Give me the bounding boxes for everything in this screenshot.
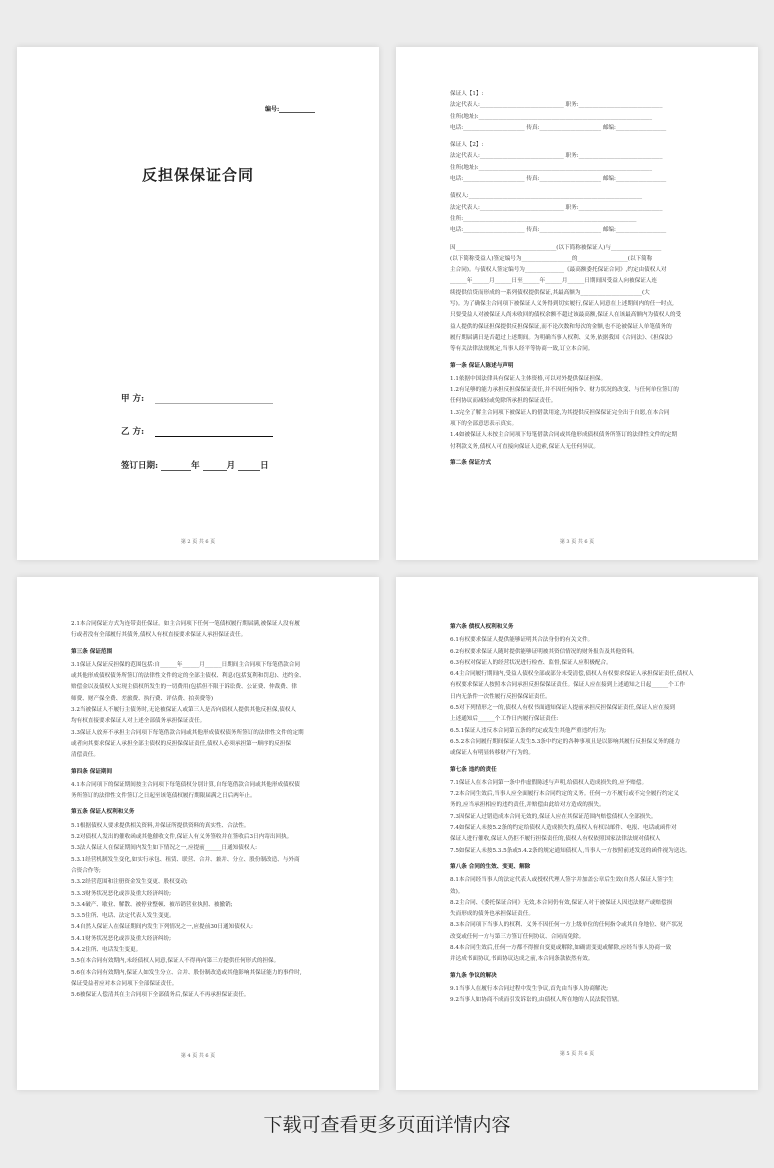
text-line: 改变或任何一方与第三方签订任何协议、合同而免除。	[450, 933, 585, 940]
text-line: 3.1保证人保证反担保的范围包括:自______年______月______日期间主合同项下每笔借款合同	[71, 661, 300, 668]
text-line: 保证人进行催收,保证人仍拒不履行担保责任的,债权人有权依照国家法律法规对债权人	[450, 836, 661, 843]
text-line: 8.1本合同经当事人的法定代表人或授权代理人签字并加盖公章后生效(自然人保证人签字生	[450, 877, 674, 884]
text-line: 益人提供的保证担保提供反担保保证,而不论次数和每次的金额,也不论被保证人单笔债务的	[450, 323, 672, 330]
text-line: 5.3.3财务状况恶化或涉及重大经济纠纷;	[71, 890, 172, 897]
text-line: 效)。	[450, 888, 464, 895]
text-line: 行或者没有全部履行其债务,债权人有权直接要求保证人承担保证责任。	[71, 632, 247, 639]
text-line: 5.6在本合同有效期内,保证人如发生分立、合并、股份制改造或其他影响其保证能力的事件时,	[71, 969, 302, 976]
text-line: 5.2对债权人发出的催收函或其他催收文件,保证人有义务签收并在签收后3日内寄出回执。	[71, 834, 293, 841]
contract-number-line	[279, 104, 315, 113]
text-line: 续提供信贷而形成的一系列债权提供保证,其最高额为______________________(大	[450, 289, 650, 296]
text-line: 电话:______________________ 传真:______________________ 邮编:__________________	[450, 124, 667, 131]
text-line: 5.3.1经营机制发生变化,如实行承包、租赁、联营、合并、兼并、分立、股份制改造、与外商	[71, 856, 300, 863]
document-title: 反担保保证合同	[142, 166, 255, 184]
party-b-line	[155, 428, 273, 437]
page-body	[71, 619, 327, 1002]
text-line: 6.4主合同履行期间内,受益人债权全部或部分未受清偿,债权人有权要求保证人承担保证责任,债权人	[450, 671, 694, 678]
contract-number-field	[265, 104, 315, 113]
section-heading: 第三条 保证范围	[71, 648, 113, 655]
year-line	[161, 462, 191, 471]
page-footer: 第 4 页 共 6 页	[180, 1053, 216, 1059]
text-line: 8.3本合同项下当事人的权利、义务不因任何一方上级单位的任何指令或其自身地位、财产状况	[450, 922, 683, 929]
text-line: 5.4.1财务状况恶化或涉及重大经济纠纷;	[71, 935, 172, 942]
text-line: 9.1当事人在履行本合同过程中发生争议,首先由当事人协商解决;	[450, 985, 608, 992]
text-line: 日内无条件一次性履行反担保保证责任。	[450, 693, 551, 700]
document-page-2	[396, 47, 758, 560]
text-line: 任何协议而减轻或免除所承担的保证责任。	[450, 398, 557, 405]
day-label: 日	[260, 461, 269, 471]
document-page-cover	[17, 47, 379, 560]
text-line: 赔偿金以及债权人实现主债权所发生的一切费用(包括但不限于诉讼费、公证费、仲裁费、律	[71, 684, 297, 691]
text-line: 因____________________________________(以下简称被保证人)与__________________	[450, 244, 662, 251]
text-line: 或者向其要求保证人承担全部主债权的反担保保证责任,债权人必须承担第一顺序的反担保	[71, 740, 291, 747]
download-more-caption: 下载可查看更多页面详情内容	[263, 1114, 511, 1136]
text-line: 6.3有权对保证人的经营状况进行检查、监督,保证人应积极配合。	[450, 659, 612, 666]
page-body	[450, 617, 706, 1007]
text-line: 或其他形成债权债务所签订的法律性文件的定的全部主债权、利息(包括复利和罚息)、违约金、	[71, 673, 305, 680]
text-line: 保证人【1】:	[450, 91, 484, 97]
text-line: 1.4如被保证人未按主合同项下每笔借款合同或其他形成债权债务所签订的法律性文件的定期	[450, 432, 678, 439]
text-line: 5.3.2经营范围和注册资金发生变更、股权变动;	[71, 879, 188, 886]
text-line: 写)。为了确保主合同项下被保证人义务得到切实履行,保证人同意在上述期间内的任一时点,	[450, 301, 674, 308]
text-line: 并达成书面协议,书面协议达成之前,本合同条款依然有效。	[450, 956, 594, 963]
text-line: 电话:______________________ 传真:______________________ 邮编:__________________	[450, 227, 667, 234]
text-line: 债权人:______________________________________________________________	[450, 193, 643, 200]
section-heading: 第五条 保证人权利和义务	[71, 809, 135, 816]
text-line: 合资合作等;	[71, 867, 101, 874]
text-line: 6.1有权要求保证人提供能够证明其合法身份的有关文件。	[450, 637, 594, 644]
text-line: 1.2有足够的能力承担反担保保证责任,并不因任何指令、财力状况的改变、与任何单位签订的	[450, 387, 679, 394]
text-line: (以下简称受益人)签定编号为__________________的__________________(以下简称	[450, 255, 653, 262]
text-line: 住所:______________________________________________________________	[450, 215, 637, 222]
section-heading: 第九条 争议的解决	[450, 972, 497, 979]
section-heading: 第七条 违约的责任	[450, 766, 497, 773]
section-heading: 第八条 合同的生效、变更、解除	[450, 863, 531, 870]
text-line: 主合同)。与债权人签定编号为______________《最高额委托保证合同》,约定由债权人对	[450, 267, 667, 274]
party-a-label: 甲 方:	[121, 394, 145, 404]
text-line: 履行期届满日是否超过上述期间。为明确当事人权利、义务,依据我国《合同法》、《担保法》	[450, 334, 676, 341]
text-line: 6.5.1保证人违反本合同第五条的约定或发生其他严重违约行为;	[450, 727, 606, 734]
text-line: 5.5在本合同有效期内,未经债权人同意,保证人不得再向第三方提供任何形式的担保。	[71, 958, 280, 965]
text-line: 1.3完全了解主合同项下被保证人的借款用途,为其提供反担保保证完全出于自愿,在本合同	[450, 409, 670, 416]
text-line: 项下的全部意思表示真实。	[450, 421, 518, 428]
day-line	[238, 462, 260, 471]
text-line: 上述通知后______个工作日内履行保证责任:	[450, 716, 559, 723]
text-line: 9.2当事人如协商不成而引发诉讼的,由债权人所在地的人民法院管辖。	[450, 997, 623, 1004]
text-line: 6.5对下列情形之一的,债权人有权书面通知保证人提前承担反担保保证责任,保证人应在接到	[450, 705, 676, 712]
month-line	[203, 462, 227, 471]
page-footer: 第 5 页 共 6 页	[559, 1051, 595, 1057]
text-line: 住所(地址):______________________________________________________________	[450, 113, 653, 120]
text-line: 法定代表人:______________________________ 职务:______________________________	[450, 102, 663, 109]
text-line: 均有权直接要求保证人对上述全部债务承担保证责任。	[71, 718, 206, 725]
text-line: 只要受益人对被保证人尚未收回的债权余额不超过该最高额,保证人在该最高额内为债权人的受	[450, 312, 682, 319]
text-line: 务的,应当承担相应的违约责任,并赔偿由此给对方造成的损失。	[450, 802, 605, 809]
text-line: 5.1根据债权人要求提供相关资料,并保证所提供资料的真实性、合法性。	[71, 822, 250, 829]
document-page-4	[396, 577, 758, 1090]
text-line: 法定代表人:______________________________ 职务:______________________________	[450, 153, 663, 160]
party-a-field	[121, 392, 273, 404]
section-heading: 第二条 保证方式	[450, 459, 492, 466]
sign-date-field	[121, 459, 269, 471]
text-line: 5.4.2住所、电话发生变更。	[71, 947, 142, 954]
text-line: 7.4如保证人未按5.2条的约定给债权人造成损失的,债权人有权以邮件、电报、电话或函件对	[450, 825, 677, 832]
page-footer: 第 3 页 共 6 页	[559, 539, 595, 545]
page-footer: 第 2 页 共 6 页	[180, 539, 216, 545]
text-line: 5.3.5住所、电话、法定代表人发生变更。	[71, 913, 175, 920]
text-line: 8.4本合同生效后,任何一方都不得擅自变更或解除,如确需变更或解除,应经当事人协商一致	[450, 945, 672, 952]
party-a-line	[155, 395, 273, 404]
text-line: 电话:______________________ 传真:______________________ 邮编:__________________	[450, 176, 667, 183]
text-line: 法定代表人:______________________________ 职务:______________________________	[450, 204, 663, 211]
section-heading: 第一条 保证人陈述与声明	[450, 362, 514, 369]
text-line: 6.5.2本合同履行期间保证人发生5.3条中约定的各种事项且是以影响其履行反担保义务的能力	[450, 738, 681, 745]
text-line: 保证受益者应对本合同项下全部保证责任。	[71, 980, 178, 987]
text-line: 3.3保证人放弃不承担主合同项下每笔借款合同或其他形成债权债务所签订的法律性文件的定期	[71, 729, 304, 736]
text-line: 等有关法律法规规定,当事人经平等协商一致,订立本合同。	[450, 346, 594, 353]
text-line: 3.2当被保证人不履行主债务时,无论被保证人或第三人是否向债权人提供其他反担保,债权人	[71, 707, 297, 714]
text-line: 5.3.4破产、歇业、解散、被停业整顿、被吊销营业执照、被撤销;	[71, 901, 233, 908]
text-line: ______年______月______日至______年______月______日期间因受益人向被保证人连	[450, 278, 657, 285]
text-line: 清偿责任。	[71, 752, 99, 759]
text-line: 5.3法人保证人在保证期间内发生如下情况之一,应提前______日通知债权人:	[71, 845, 257, 852]
text-line: 1.1依据中国法律具有保证人主体资格,可以对外提供保证担保。	[450, 375, 607, 382]
text-line: 师费、财产保全费、差旅费、执行费、评估费、拍卖费等)	[71, 695, 214, 702]
text-line: 6.2有权要求保证人随时提供能够证明被其资信情况的财务报告及其他资料。	[450, 648, 638, 655]
party-b-field	[121, 425, 273, 437]
text-line: 8.2主合同、《委托保证合同》无效,本合同仍有效,保证人对于被保证人因违法财产或赔偿损	[450, 899, 673, 906]
text-line: 失而形成的债务也承担保证责任。	[450, 911, 534, 918]
text-line: 7.5如保证人未按5.3.5条或5.4.2条的规定通知债权人,当事人一方按照前述发送的函件视为送达。	[450, 847, 691, 854]
text-line: 7.3因保证人过错造成本合同无效的,保证人应在其保证范围内赔偿债权人全部损失。	[450, 813, 657, 820]
text-line: 住所(地址):______________________________________________________________	[450, 164, 653, 171]
section-heading: 第六条 债权人权利和义务	[450, 624, 514, 630]
party-b-label: 乙 方:	[121, 427, 145, 437]
sign-date-label: 签订日期:	[121, 461, 159, 471]
text-line: 5.6被保证人偿清其在主合同项下全部债务后,保证人不再承担保证责任。	[71, 992, 250, 999]
section-heading: 第四条 保证期间	[71, 768, 113, 775]
text-line: 4.1本合同项下的保证期间按主合同项下每笔债权分别计算,自每笔借款合同或其他形成债权债	[71, 781, 300, 788]
contract-number-label: 编号:	[265, 106, 280, 113]
document-page-3	[17, 577, 379, 1090]
text-line: 务所签订的法律性文件签订之日起至该笔债权履行期限届满之日后两年止。	[71, 793, 256, 800]
text-line: 7.2本合同生效后,当事人应全面履行本合同约定的义务。任何一方不履行或不完全履行约定义	[450, 791, 679, 798]
text-line: 7.1保证人在本合同第一条中作虚假陈述与声明,给债权人造成损失的,应予赔偿。	[450, 779, 648, 786]
text-line: 保证人【2】:	[450, 142, 484, 149]
text-line: 5.4自然人保证人在保证期间内发生下列情况之一,应提前30日通知债权人:	[71, 924, 253, 931]
text-line: 2.1本合同保证方式为连带责任保证。如主合同项下任何一笔债权履行期届满,被保证人没有履	[71, 621, 300, 627]
page-body	[450, 89, 706, 471]
text-line: 付利款义务,债权人可直接向保证人追索,保证人无任何异议。	[450, 443, 599, 450]
text-line: 或保证人有明显转移财产行为的。	[450, 750, 534, 757]
month-label: 月	[226, 461, 236, 471]
text-line: 有权要求保证人按照本合同承担反担保保证责任。保证人应在接到上述通知之日起______个工作	[450, 682, 685, 689]
year-label: 年	[191, 461, 200, 471]
